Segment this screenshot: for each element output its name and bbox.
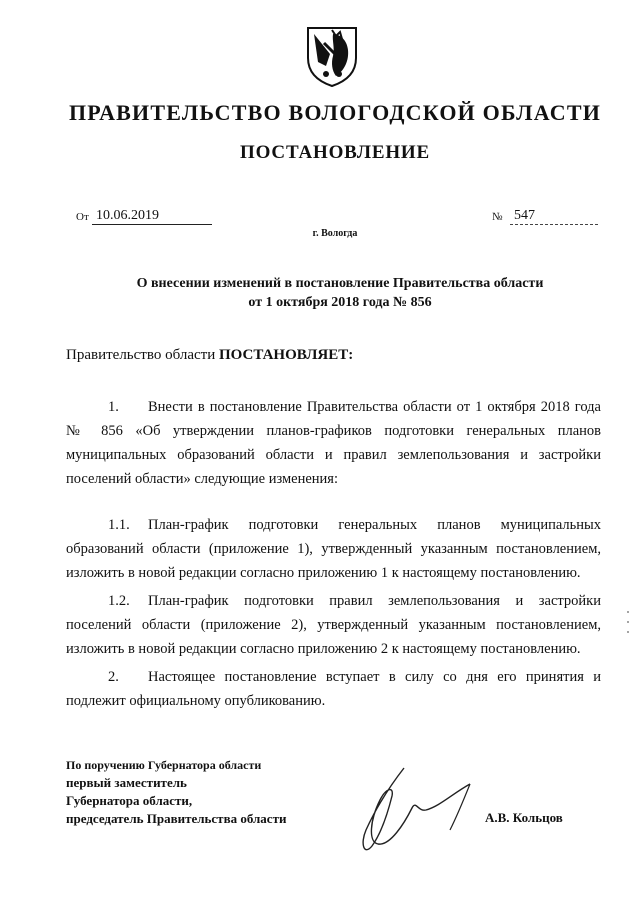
paragraph-1: [66, 395, 601, 491]
document-date: 10.06.2019: [92, 208, 212, 225]
coat-of-arms-icon: [302, 24, 362, 88]
paragraph-1-number: 1.: [108, 399, 119, 415]
paragraph-2-number: 2.: [108, 669, 119, 685]
signatory-line-1: По поручению Губернатора области: [66, 758, 262, 772]
date-prefix: От: [76, 211, 89, 223]
resolution-verb: ПОСТАНОВЛЯЕТ:: [218, 347, 354, 363]
margin-mark-icon: [624, 608, 632, 636]
paragraph-1-2-text: План-график подготовки правил землепользования и застройки поселений области (приложение 2), утвержденный указанным постановлением, изложить в новой редакции согласно приложению 2 к настоящему постановлению.: [66, 593, 601, 657]
subject-line-1: О внесении изменений в постановление Правительства области: [136, 276, 544, 291]
signatory-line-4: председатель Правительства области: [66, 811, 287, 826]
resolution-intro: [66, 347, 353, 364]
signatory-line-2: первый заместитель: [66, 775, 187, 790]
document-subject: [90, 274, 590, 312]
resolution-prefix: Правительство области: [66, 347, 216, 363]
handwritten-signature-icon: [330, 760, 480, 870]
paragraph-1-2-number: 1.2.: [108, 593, 130, 609]
city-label: г. Вологда: [312, 228, 358, 239]
signatory-line-3: Губернатора области,: [66, 793, 193, 808]
number-prefix: №: [492, 211, 503, 223]
paragraph-1-1: [66, 513, 601, 585]
paragraph-1-1-text: План-график подготовки генеральных планов муниципальных образований области (приложение 1), утвержденный указанным постановлением, изложить в новой редакции согласно приложению 1 к настоящему постановлению.: [66, 517, 601, 581]
paragraph-1-text: Внести в постановление Правительства области от 1 октября 2018 года № 856 «Об утверждении планов-графиков подготовки генеральных планов муниципальных образований области и правил землепользования и застройки поселений области» следующие изменения:: [66, 399, 601, 487]
paragraph-1-2: [66, 589, 601, 661]
document-number: 547: [510, 208, 598, 225]
paragraph-1-1-number: 1.1.: [108, 517, 130, 533]
paragraph-2: [66, 665, 601, 713]
signatory-block: [66, 756, 356, 828]
subject-line-2: от 1 октября 2018 года № 856: [248, 295, 432, 310]
paragraph-2-text: Настоящее постановление вступает в силу со дня его принятия и подлежит официальному опубликованию.: [66, 669, 601, 709]
signer-name: А.В. Кольцов: [485, 810, 563, 825]
government-title: ПРАВИТЕЛЬСТВО ВОЛОГОДСКОЙ ОБЛАСТИ: [68, 100, 602, 125]
document-type-title: ПОСТАНОВЛЕНИЕ: [240, 142, 430, 163]
